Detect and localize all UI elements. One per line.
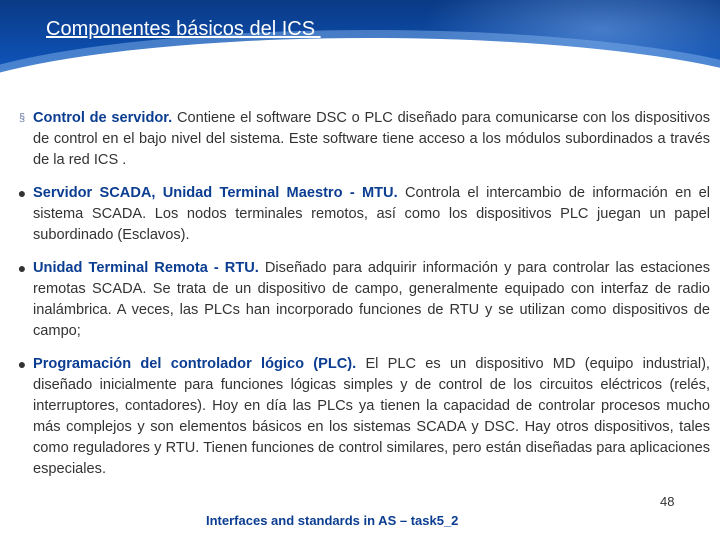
slide-footer: Interfaces and standards in AS – task5_2 [206,513,459,528]
list-item-plc [16,354,710,480]
item-lead: Programación del controlador lógico (PLC). [33,356,357,372]
dot-bullet-icon: ● [17,260,27,276]
item-text: Controla el intercambio de información en el sistema SCADA. Los nodos terminales remotos, así como los dispositivos PLC juegan un papel subordinado (Esclavos). [33,185,710,243]
dot-bullet-icon: ● [17,185,27,201]
item-lead: Control de servidor. [33,110,173,126]
list-item-rtu [16,258,710,342]
item-text: El PLC es un dispositivo MD (equipo industrial), diseñado inicialmente para funciones lógicas simples y de control de los circuitos eléctricos (relés, interruptores, contadores). Hoy en día las PLCs ya tienen la capacidad de controlar procesos mucho más complejos y son elementos básicos en los sistemas SCADA y DSC. Hay otros dispositivos, tales como reguladores y RTU. Tienen funciones de control similares, pero están diseñadas para aplicaciones especiales. [33,356,710,477]
item-lead: Unidad Terminal Remota - RTU. [33,260,259,276]
slide-content [16,108,710,492]
section-bullet-icon: § [18,112,26,124]
slide-title: Componentes básicos del ICS [46,18,321,40]
page-number: 48 [660,494,675,509]
list-item-servidor-scada [16,183,710,246]
item-lead: Servidor SCADA, Unidad Terminal Maestro - MTU. [33,185,398,201]
slide-header [0,0,720,100]
dot-bullet-icon: ● [17,356,27,372]
item-text: Contiene el software DSC o PLC diseñado para comunicarse con los dispositivos de control en el bajo nivel del sistema. Este software tiene acceso a los módulos subordinados a través de la red ICS . [33,110,711,168]
list-item-control-servidor [16,108,710,171]
item-text: Diseñado para adquirir información y para controlar las estaciones remotas SCADA. Se trata de un dispositivo de campo, generalmente equipado con interfaz de radio inalámbrica. A veces, las PLCs han incorporado funciones de RTU y se utilizan como dispositivos de campo; [33,260,710,339]
